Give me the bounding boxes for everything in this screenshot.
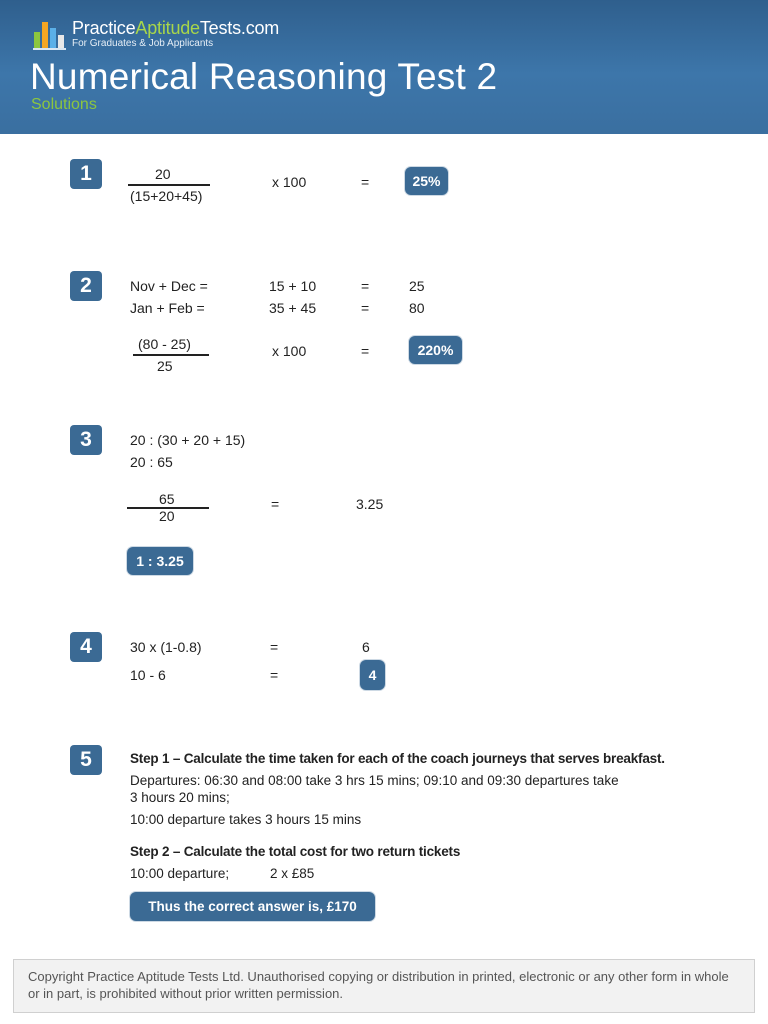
q5-step1-line-1: Departures: 06:30 and 08:00 take 3 hrs 15 mins; 09:10 and 09:30 departures take bbox=[130, 773, 619, 788]
q1-denominator: (15+20+45) bbox=[130, 188, 203, 204]
question-4-badge: 4 bbox=[70, 632, 102, 662]
q4-row1-expr: 30 x (1-0.8) bbox=[130, 639, 202, 655]
question-1-badge: 1 bbox=[70, 159, 102, 189]
brand-part-3: Tests.com bbox=[199, 18, 280, 38]
brand-part-2: Aptitude bbox=[135, 18, 200, 38]
brand-tagline: For Graduates & Job Applicants bbox=[72, 38, 214, 49]
q3-denominator: 20 bbox=[159, 508, 175, 524]
q2-row1-expr: 15 + 10 bbox=[269, 278, 317, 294]
q5-step2-heading: Step 2 – Calculate the total cost for two return tickets bbox=[130, 844, 461, 859]
question-3-badge: 3 bbox=[70, 425, 102, 455]
q1-answer-badge: 25% bbox=[405, 167, 448, 195]
q4-row2-expr: 10 - 6 bbox=[130, 667, 166, 683]
q3-line-1: 20 : (30 + 20 + 15) bbox=[130, 432, 246, 448]
q2-row2-equals: = bbox=[361, 300, 370, 316]
q3-numerator: 65 bbox=[159, 491, 175, 507]
q5-step1-line-3: 10:00 departure takes 3 hours 15 mins bbox=[130, 812, 362, 827]
q2-row1-equals: = bbox=[361, 278, 370, 294]
q2-multiplier: x 100 bbox=[272, 343, 307, 359]
q2-denominator: 25 bbox=[157, 358, 173, 374]
q1-numerator: 20 bbox=[155, 166, 171, 182]
copyright-text: Copyright Practice Aptitude Tests Ltd. Unauthorised copying or distribution in printed, electronic or any other form in whole or in part, is prohibited without prior written permission. bbox=[28, 969, 729, 1001]
q2-fraction-bar bbox=[133, 354, 209, 356]
q2-row2-result: 80 bbox=[409, 300, 425, 316]
q4-row2-equals: = bbox=[270, 667, 279, 683]
q5-step2-value: 2 x £85 bbox=[270, 866, 315, 881]
bar-chart-logo-icon bbox=[33, 18, 67, 50]
q3-answer-badge: 1 : 3.25 bbox=[127, 547, 193, 575]
q1-multiplier: x 100 bbox=[272, 174, 307, 190]
q4-row1-equals: = bbox=[270, 639, 279, 655]
brand-part-1: Practice bbox=[72, 18, 136, 38]
q2-numerator: (80 - 25) bbox=[138, 336, 191, 352]
q1-equals: = bbox=[361, 174, 370, 190]
q5-step1-heading: Step 1 – Calculate the time taken for each of the coach journeys that serves breakfast. bbox=[130, 751, 665, 766]
q4-row1-result: 6 bbox=[362, 639, 370, 655]
q2-row1-label: Nov + Dec = bbox=[130, 278, 208, 294]
brand-name bbox=[72, 18, 279, 38]
q3-line-2: 20 : 65 bbox=[130, 454, 173, 470]
q5-step1-line-2: 3 hours 20 mins; bbox=[130, 790, 230, 805]
q2-row1-result: 25 bbox=[409, 278, 425, 294]
q3-equals: = bbox=[271, 496, 280, 512]
q5-step2-label: 10:00 departure; bbox=[130, 866, 230, 881]
question-2-badge: 2 bbox=[70, 271, 102, 301]
q2-row2-label: Jan + Feb = bbox=[130, 300, 205, 316]
q2-row2-expr: 35 + 45 bbox=[269, 300, 317, 316]
copyright-footer bbox=[13, 959, 755, 1013]
page-subtitle: Solutions bbox=[31, 96, 97, 113]
q2-equals: = bbox=[361, 343, 370, 359]
q1-fraction-bar bbox=[128, 184, 210, 186]
question-5-badge: 5 bbox=[70, 745, 102, 775]
q5-answer-badge: Thus the correct answer is, £170 bbox=[130, 892, 375, 921]
page-title: Numerical Reasoning Test 2 bbox=[30, 56, 498, 97]
page-header bbox=[0, 0, 768, 134]
q3-result: 3.25 bbox=[356, 496, 384, 512]
q2-answer-badge: 220% bbox=[409, 336, 462, 364]
q4-answer-badge: 4 bbox=[360, 660, 385, 690]
